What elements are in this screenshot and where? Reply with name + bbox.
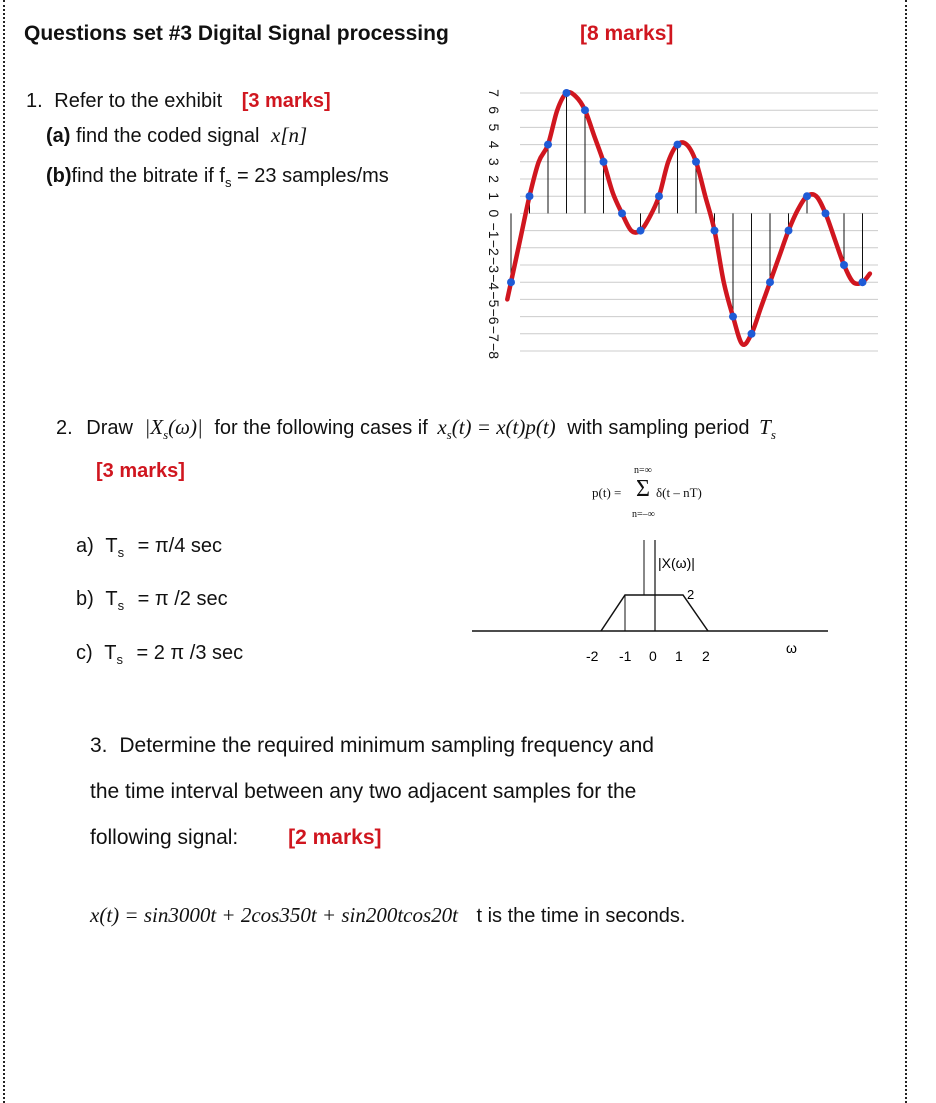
sample-point <box>803 192 811 200</box>
sample-point <box>600 158 608 166</box>
sample-point <box>711 227 719 235</box>
spectrum-tick-0: 0 <box>649 648 657 664</box>
y-tick-label: 5 <box>486 123 502 132</box>
y-tick-label: 1 <box>486 192 502 201</box>
y-tick-label: −5 <box>486 291 502 308</box>
y-tick-label: −6 <box>486 308 502 325</box>
q1-line <box>26 90 331 113</box>
q3-line1 <box>90 734 654 758</box>
q2-text: Draw <box>86 417 133 439</box>
sample-point <box>729 313 737 321</box>
q2-case-b: b) $T_s = \pi$ /2 sec <box>76 588 228 613</box>
q1-text: Refer to the exhibit <box>54 90 223 112</box>
q1-a-math: x[n] <box>271 123 308 147</box>
y-tick-label: −2 <box>486 239 502 256</box>
sample-point <box>581 106 589 114</box>
pt-sum-sign: Σ <box>636 476 650 502</box>
q1-b-text: find the bitrate if f <box>71 165 225 187</box>
pt-sum-upper: n=∞ <box>634 465 652 476</box>
pt-term: δ(t – nT) <box>656 485 702 500</box>
q2-ts-expr: $T_s$ <box>759 415 776 443</box>
q3-formula-note: t is the time in seconds. <box>476 905 686 927</box>
y-tick-label: 4 <box>486 140 502 149</box>
spectrum-label: |X(ω)| <box>658 555 695 571</box>
q1-number: 1. <box>26 90 43 112</box>
y-tick-label: 6 <box>486 106 502 115</box>
sample-point <box>563 89 571 97</box>
page-title: Questions set #3 Digital Signal processing <box>24 22 449 45</box>
chart-grid <box>520 93 878 351</box>
q2-case-c: c) $T_s = 2$ π /3 sec <box>76 642 244 667</box>
y-tick-label: −4 <box>486 274 502 291</box>
q1-b-sub: s <box>224 175 232 190</box>
sample-point <box>748 330 756 338</box>
q2-number: 2. <box>56 417 73 439</box>
sample-point <box>785 227 793 235</box>
spectrum-tick-1: 1 <box>675 648 683 664</box>
q1-a-text: find the coded signal <box>76 125 260 147</box>
y-tick-label: 2 <box>486 175 502 183</box>
pt-sum-lower: n=–∞ <box>632 509 655 520</box>
q1-a-line <box>46 123 307 148</box>
q1-b-rest: = 23 samples/ms <box>231 165 389 187</box>
spectrum-tick-n1: -1 <box>619 648 632 664</box>
q3-number: 3. <box>90 734 108 757</box>
sample-point <box>822 209 830 217</box>
sample-point <box>859 278 867 286</box>
q2-marks: [3 marks] <box>96 460 185 482</box>
y-tick-label: −3 <box>486 257 502 273</box>
q3-text-1: Determine the required minimum sampling frequency and <box>119 734 654 757</box>
q3-line2: the time interval between any two adjacent samples for the <box>90 780 637 803</box>
q3-formula: x(t) = sin3000t + 2cos350t + sin200tcos20t <box>90 903 458 927</box>
sample-point <box>674 141 682 149</box>
q3-line3 <box>90 826 382 850</box>
q1-b-label: (b) <box>46 165 72 187</box>
q2-line <box>56 415 776 443</box>
y-tick-label: −7 <box>486 325 502 342</box>
chart-y-axis <box>486 89 502 359</box>
q1-marks: [3 marks] <box>241 90 331 112</box>
spectrum-sketch <box>468 535 838 675</box>
y-tick-label: −1 <box>486 222 502 239</box>
q1-b-line <box>46 165 389 190</box>
q2-with-text: with sampling period <box>567 417 750 439</box>
sample-point <box>840 261 848 269</box>
spectrum-tick-2: 2 <box>702 648 710 664</box>
sample-point <box>526 192 534 200</box>
exhibit-chart <box>474 78 882 378</box>
q2-xs-expr: $x_s(t) = x(t)p(t)$ <box>437 415 556 443</box>
omega-label: ω <box>786 640 797 656</box>
sample-point <box>507 278 515 286</box>
q2-for-text: for the following cases if <box>214 417 428 439</box>
q3-marks: [2 marks] <box>288 826 382 849</box>
spectrum-tick-n2: -2 <box>586 648 599 664</box>
sample-point <box>766 278 774 286</box>
y-tick-label: 0 <box>486 209 502 218</box>
q2-case-a: a) $T_s = \pi/4$ sec <box>76 535 223 560</box>
q1-a-label: (a) <box>46 125 71 147</box>
sample-point <box>544 141 552 149</box>
sample-point <box>692 158 700 166</box>
y-tick-label: 7 <box>486 89 502 97</box>
q3-formula-line <box>90 903 685 928</box>
signal-curve <box>507 92 870 345</box>
q3-text-3: following signal: <box>90 826 239 849</box>
q2-abs-expr: $|X_s(\omega)|$ <box>144 415 203 443</box>
sample-point <box>618 209 626 217</box>
y-tick-label: −8 <box>486 343 502 359</box>
sample-point <box>655 192 663 200</box>
header-marks: [8 marks] <box>580 22 674 45</box>
sample-point <box>637 227 645 235</box>
y-tick-label: 3 <box>486 157 502 166</box>
spectrum-peak: 2 <box>687 587 695 602</box>
pt-lhs: p(t) = <box>592 485 622 500</box>
